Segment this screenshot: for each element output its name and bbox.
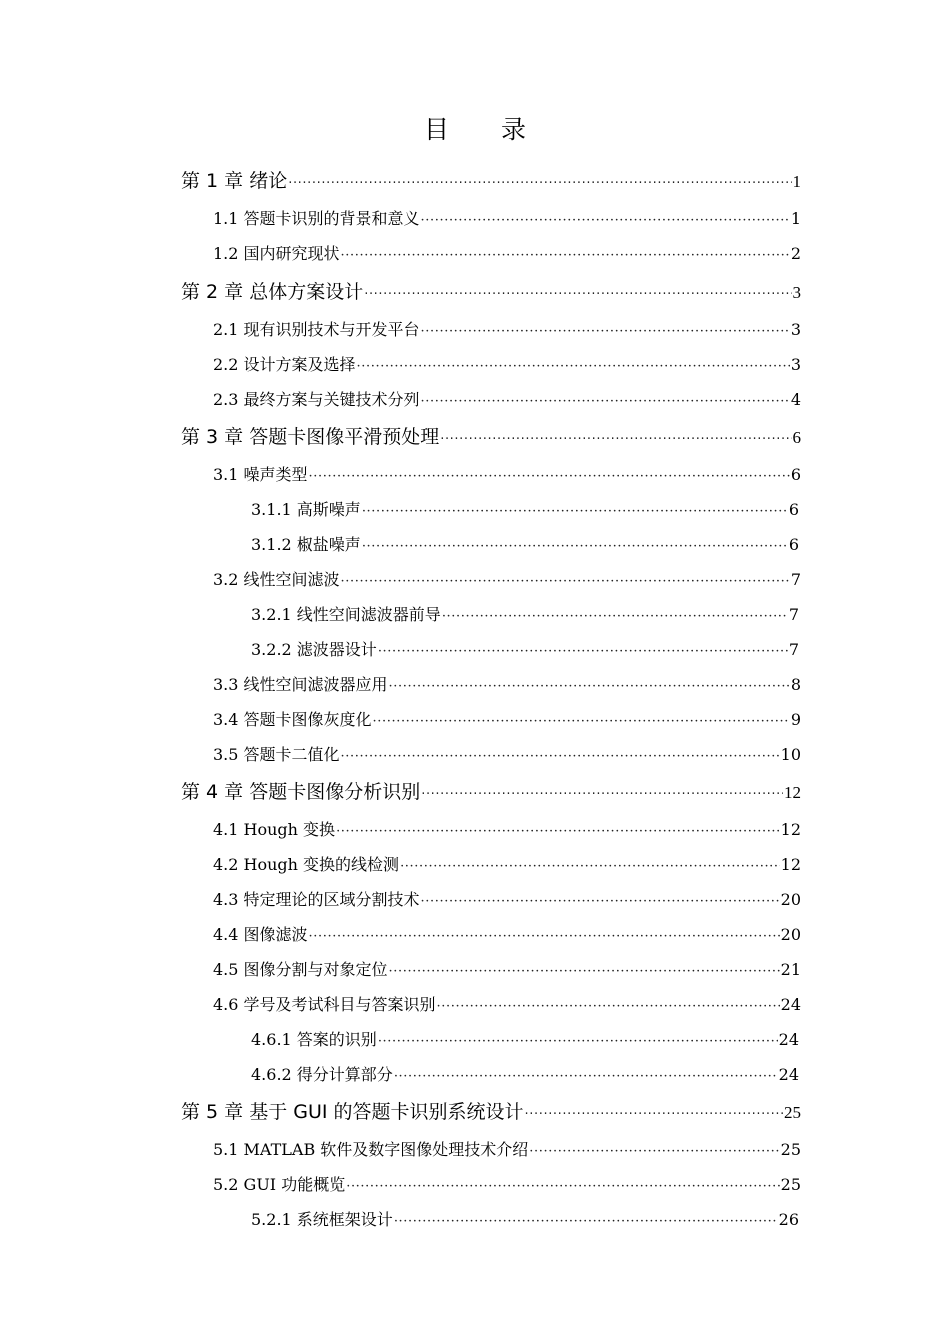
toc-leader [288,176,791,191]
toc-entry-label: 4.6 学号及考试科目与答案识别 [213,995,436,1014]
toc-page-number: 12 [780,855,801,874]
toc-section-4-1[interactable] [213,817,801,840]
toc-entry-label: 1.1 答题卡识别的背景和意义 [213,209,420,228]
toc-entry-label: 2.2 设计方案及选择 [213,355,356,374]
toc-leader [373,714,790,729]
toc-page-number: 6 [792,428,801,447]
toc-entry-label: 3.2.2 滤波器设计 [251,640,377,659]
toc-entry-label: 3.1.2 椒盐噪声 [251,535,361,554]
toc-leader [400,859,780,874]
toc-section-3-1[interactable] [213,462,801,485]
toc-page-number: 20 [780,925,801,944]
toc-section-2-2[interactable] [213,352,801,375]
toc-page-number: 24 [780,995,801,1014]
toc-section-2-3[interactable] [213,387,801,410]
toc-leader [341,749,780,764]
toc-section-3-5[interactable] [213,742,801,765]
toc-subsection-3-1-2[interactable] [251,532,799,555]
toc-page-number: 25 [780,1175,801,1194]
toc-leader [362,504,788,519]
toc-subsection-5-2-1[interactable] [251,1207,799,1230]
toc-section-3-3[interactable] [213,672,801,695]
toc-chapter-5[interactable] [181,1097,801,1124]
toc-page-number: 6 [788,535,799,554]
toc-leader [341,248,790,263]
toc-section-5-2[interactable] [213,1172,801,1195]
toc-subsection-4-6-1[interactable] [251,1027,799,1050]
toc-page-number: 7 [790,570,801,589]
toc-page-number: 2 [790,244,801,263]
toc-subsection-4-6-2[interactable] [251,1062,799,1085]
toc-section-5-1[interactable] [213,1137,801,1160]
toc-entry-label: 3.1 噪声类型 [213,465,308,484]
toc-page-number: 3 [790,355,801,374]
toc-leader [309,469,790,484]
toc-page-number: 25 [784,1103,801,1122]
toc-chapter-3[interactable] [181,422,801,449]
toc-section-3-4[interactable] [213,707,801,730]
toc-section-1-2[interactable] [213,241,801,264]
toc-subsection-3-1-1[interactable] [251,497,799,520]
toc-leader [394,1214,778,1229]
toc-section-4-3[interactable] [213,887,801,910]
toc-entry-label: 3.2.1 线性空间滤波器前导 [251,605,441,624]
toc-leader [421,787,783,802]
toc-entry-label: 3.5 答题卡二值化 [213,745,340,764]
toc-leader [346,1179,779,1194]
toc-entry-label: 4.3 特定理论的区域分割技术 [213,890,420,909]
toc-leader [378,644,788,659]
toc-page-number: 21 [780,960,801,979]
toc-entry-label: 3.3 线性空间滤波器应用 [213,675,388,694]
toc-entry-label: 4.6.2 得分计算部分 [251,1065,393,1084]
toc-subsection-3-2-2[interactable] [251,637,799,660]
toc-leader [362,539,788,554]
toc-page-number: 7 [788,605,799,624]
toc-page-number: 4 [790,390,801,409]
toc-chapter-1[interactable] [181,166,801,193]
toc-entry-label: 4.4 图像滤波 [213,925,308,944]
toc-section-3-2[interactable] [213,567,801,590]
toc-section-1-1[interactable] [213,206,801,229]
toc-entry-label: 2.1 现有识别技术与开发平台 [213,320,420,339]
toc-entry-label: 4.5 图像分割与对象定位 [213,960,388,979]
toc-entry-label: 2.3 最终方案与关键技术分列 [213,390,420,409]
toc-page-number: 1 [790,209,801,228]
toc-page-number: 3 [792,283,801,302]
toc-title: 目 录 [424,115,548,144]
toc-page-number: 26 [778,1210,799,1229]
toc-entry-label: 5.2.1 系统框架设计 [251,1210,393,1229]
toc-page-number: 8 [790,675,801,694]
toc-entry-label: 5.1 MATLAB 软件及数字图像处理技术介绍 [213,1140,529,1159]
toc-leader [389,679,790,694]
toc-entry-label: 第 1 章 绪论 [181,170,288,192]
toc-leader [440,432,791,447]
toc-section-2-1[interactable] [213,317,801,340]
toc-leader [341,574,790,589]
toc-entry-label: 4.2 Hough 变换的线检测 [213,855,400,874]
toc-section-4-2[interactable] [213,852,801,875]
toc-section-4-6[interactable] [213,992,801,1015]
toc-page-number: 20 [780,890,801,909]
toc-leader [394,1069,778,1084]
toc-leader [357,359,790,374]
toc-entry-label: 4.1 Hough 变换 [213,820,336,839]
toc-page-number: 12 [784,783,801,802]
toc-leader [421,324,790,339]
toc-entry-label: 5.2 GUI 功能概览 [213,1175,346,1194]
toc-page-number: 24 [778,1030,799,1049]
toc-page-number: 3 [790,320,801,339]
toc-page-number: 10 [780,745,801,764]
toc-chapter-4[interactable] [181,777,801,804]
toc-page-number: 1 [792,172,801,191]
toc-entry-label: 3.1.1 高斯噪声 [251,500,361,519]
toc-leader [378,1034,778,1049]
toc-entry-label: 4.6.1 答案的识别 [251,1030,377,1049]
toc-leader [437,999,780,1014]
toc-leader [442,609,788,624]
toc-page-number: 7 [788,640,799,659]
toc-entry-label: 3.2 线性空间滤波 [213,570,340,589]
toc-leader [421,394,790,409]
toc-entry-label: 第 3 章 答题卡图像平滑预处理 [181,426,440,448]
toc-leader [529,1144,779,1159]
toc-leader [389,964,780,979]
toc-leader [364,287,791,302]
toc-leader [421,894,780,909]
toc-page-number: 6 [788,500,799,519]
toc-leader [525,1107,783,1122]
toc-page-number: 25 [780,1140,801,1159]
toc-entry-label: 第 5 章 基于 GUI 的答题卡识别系统设计 [181,1101,524,1123]
toc-chapter-2[interactable] [181,277,801,304]
toc-subsection-3-2-1[interactable] [251,602,799,625]
toc-page-number: 6 [790,465,801,484]
toc-entry-label: 第 2 章 总体方案设计 [181,281,364,303]
toc-section-4-4[interactable] [213,922,801,945]
toc-page-number: 12 [780,820,801,839]
toc-leader [421,213,790,228]
toc-entry-label: 3.4 答题卡图像灰度化 [213,710,372,729]
toc-entry-label: 1.2 国内研究现状 [213,244,340,263]
toc-page-number: 24 [778,1065,799,1084]
toc-leader [336,824,780,839]
toc-section-4-5[interactable] [213,957,801,980]
toc-leader [309,929,780,944]
toc-entry-label: 第 4 章 答题卡图像分析识别 [181,781,421,803]
toc-page-number: 9 [790,710,801,729]
